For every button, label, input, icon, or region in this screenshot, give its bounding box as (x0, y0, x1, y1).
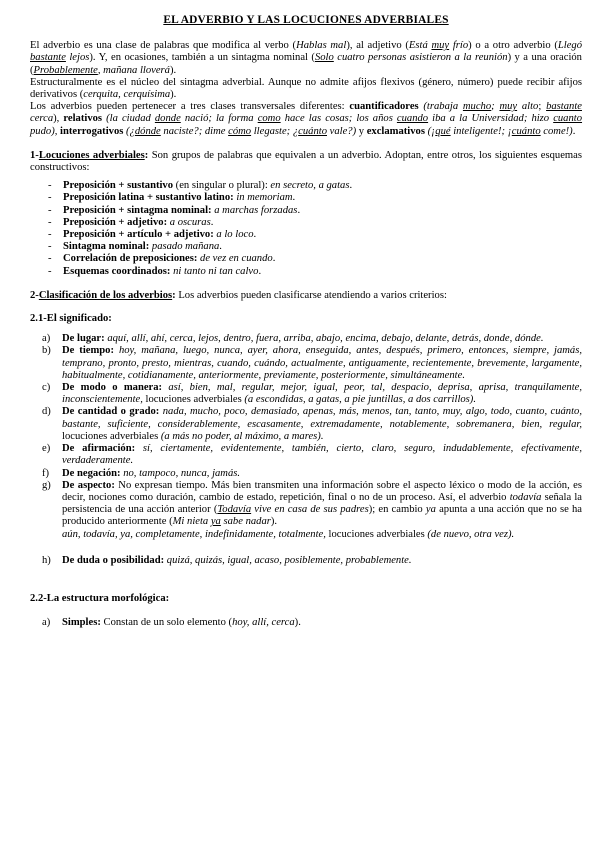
meaning-classification-list (42, 333, 582, 567)
intro-paragraph-3: Los adverbios pueden pertenecer a tres clases transversales diferentes: cuantificadores (trabaja mucho; muy alto; bastante cerca), relativos (la ciudad donde nació; la forma como hace las cosas; los años cuando iba a la Universidad; hizo cuanto pudo), interrogativos (¿dónde naciste?; dime cómo llegaste; ¿cuánto vale?) y exclamativos (¡qué inteligente!; ¡cuánto come!). (30, 101, 583, 137)
section-1-heading: Locuciones adverbiales (38, 149, 145, 161)
list-item: b) De tiempo: hoy, mañana, luego, nunca, ayer, ahora, enseguida, antes, después, primero, entonces, siempre, jamás, temprano, pronto, presto, mientras, cuando, cuándo, actualmente, antiguamente, recientemente, brevemente, largamente, habitualmente, cotidianamente, anteriormente, previamente, posteriormente, simultáneamente. (42, 345, 582, 381)
list-item: - Preposición + artículo + adjetivo: a lo loco. (48, 229, 582, 241)
section-1-paragraph: 1-Locuciones adverbiales: Son grupos de palabras que equivalen a un adverbio. Adoptan, entre otros, los siguientes esquemas constructivos: (30, 149, 582, 174)
list-item: f) De negación: no, tampoco, nunca, jamás. (42, 467, 241, 479)
document-title: EL ADVERBIO Y LAS LOCUCIONES ADVERBIALES (163, 14, 449, 26)
list-item: a) Simples: Constan de un solo elemento (hoy, allí, cerca). (42, 617, 301, 629)
list-item: - Preposición latina + sustantivo latino: in memoriam. (48, 192, 582, 204)
list-item: h) De duda o posibilidad: quizá, quizás, igual, acaso, posiblemente, probablemente. (42, 554, 412, 566)
section-2-2-heading: 2.2-La estructura morfológica: (30, 592, 170, 604)
list-item: - Preposición + adjetivo: a oscuras. (48, 217, 582, 229)
list-item: c) De modo o manera: así, bien, mal, regular, mejor, igual, peor, tal, despacio, deprisa, aprisa, tranquilamente, inconscientemente, locuciones adverbiales (a escondidas, a gatas, a pie juntillas, a dos carrillos). (42, 382, 582, 406)
morphology-list (42, 617, 582, 629)
section-2-paragraph: 2-Clasificación de los adverbios: Los adverbios pueden clasificarse atendiendo a varios criterios: (30, 289, 447, 301)
list-item: - Correlación de preposiciones: de vez en cuando. (48, 253, 582, 265)
list-item: a) De lugar: aquí, allí, ahí, cerca, lejos, dentro, fuera, arriba, abajo, encima, debajo, delante, detrás, donde, dónde. (42, 333, 544, 345)
construction-schemes-list (48, 180, 582, 278)
intro-paragraph-2: Estructuralmente es el núcleo del sintagma adverbial. Aunque no admite afijos flexivos (género, número) puede recibir afijos derivativos (cerquita, cerquísima). (30, 76, 582, 101)
intro-paragraph-1: El adverbio es una clase de palabras que modifica al verbo (Hablas mal), al adjetivo (Está muy frío) o a otro adverbio (Llegó bastante lejos). Y, en ocasiones, también a un sintagma nominal (Solo cuatro personas asistieron a la reunión) y a una oración (Probablemente, mañana lloverá). (30, 40, 583, 76)
list-item: - Preposición + sintagma nominal: a marchas forzadas. (48, 205, 582, 217)
list-item: - Esquemas coordinados: ni tanto ni tan calvo. (48, 266, 582, 278)
section-1-number: 1- (30, 149, 39, 161)
section-2-heading: Clasificación de los adverbios (38, 289, 173, 301)
list-item: - Preposición + sustantivo (en singular o plural): en secreto, a gatas. (48, 180, 582, 192)
list-item: - Sintagma nominal: pasado mañana. (48, 241, 582, 253)
list-item: e) De afirmación: sí, ciertamente, evidentemente, también, cierto, claro, seguro, indudablemente, efectivamente, verdaderamente. (42, 443, 582, 467)
section-2-number: 2- (30, 289, 39, 301)
list-item: d) De cantidad o grado: nada, mucho, poco, demasiado, apenas, más, menos, tan, tanto, muy, algo, todo, cuanto, cuánto, bastante, suficiente, considerablemente, escasamente, extremadamente, notablemente, sobremanera, bien, regular, locuciones adverbiales (a más no poder, al máximo, a mares). (42, 406, 582, 442)
list-item: g) De aspecto: No expresan tiempo. Más bien transmiten una información sobre el aspecto léxico o modo de la acción, es decir, nociones como duración, cambio de estado, repetición, final o no de un proceso. Así, el adverbio todavía señala la persistencia de una acción anterior (Todavía vive en casa de sus padres); en cambio ya apunta a una acción que no se ha producido anteriormente (Mi nieta ya sabe nadar). aún, todavía, ya, completamente, indefinidamente, totalmente, locuciones adverbiales (de nuevo, otra vez). (42, 479, 583, 540)
section-2-1-heading: 2.1-El significado: (30, 313, 112, 325)
